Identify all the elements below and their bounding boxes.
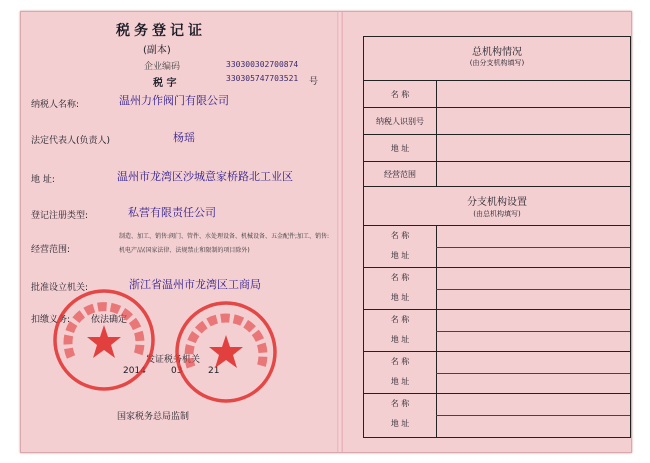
table-rule [436,80,437,186]
national-tax-bureau-seal [51,287,157,393]
reg-type-label: 登记注册类型: [31,211,89,221]
branch-4-address-label: 地 址 [390,377,410,386]
hq-row-address: 地 址 [390,144,410,153]
scope-line-2: 机电产品(国家法律、法规禁止和限制的项目除外) [119,247,250,254]
legal-rep-value: 杨瑶 [173,131,195,144]
branch-note: (由总机构填写) [473,210,521,218]
taxpayer-name-label: 纳税人名称: [31,100,80,110]
enterprise-code-label: 企业编码 [144,62,181,72]
certificate-paper [20,11,632,453]
obligation-value: 依法确定 [91,315,128,325]
table-rule [436,247,630,248]
certificate-subtitle: (副本) [143,45,171,56]
table-rule [364,393,630,394]
scope-label: 经营范围: [31,245,71,255]
hq-row-name: 名 称 [390,90,410,99]
branch-5-name-label: 名 称 [390,399,410,408]
issue-year: 2014 [123,366,146,376]
table-rule [364,107,630,108]
branch-3-name-label: 名 称 [390,315,410,324]
paper-fold [337,12,343,452]
table-rule [364,267,630,268]
tax-reg-suffix: 号 [309,77,319,87]
footer-text: 国家税务总局监制 [117,412,190,422]
enterprise-code-value: 330300302700874 [226,60,299,69]
branch-1-address-label: 地 址 [390,251,410,260]
hq-title: 总机构情况 [472,47,522,58]
scope-line-1: 制造、加工、销售:阀门、管件、水处理设备、机械设备、五金配件;加工、销售: [119,233,330,240]
taxpayer-name-value: 温州力作阀门有限公司 [119,94,229,107]
certificate-title: 税务登记证 [116,23,206,39]
table-rule [364,80,630,81]
table-rule [364,351,630,352]
branch-info-table [363,36,631,438]
address-label: 地 址: [31,175,55,185]
branch-3-address-label: 地 址 [390,335,410,344]
table-rule [364,309,630,310]
legal-rep-label: 法定代表人(负责人) [31,136,111,146]
tax-reg-number: 330305747703521 [226,74,299,83]
table-rule [364,161,630,162]
obligation-label: 扣缴义务: [31,315,71,325]
branch-2-address-label: 地 址 [390,293,410,302]
table-rule [436,331,630,332]
issue-day: 21 [208,366,220,376]
approval-label: 批准设立机关: [31,283,89,293]
branch-4-name-label: 名 称 [390,357,410,366]
address-value: 温州市龙湾区沙城意家桥路北工业区 [117,170,293,183]
table-rule [436,415,630,416]
branch-5-address-label: 地 址 [390,419,410,428]
hq-row-scope: 经营范围 [384,170,416,179]
hq-note: (由分支机构填写) [469,59,525,67]
local-tax-bureau-seal [173,299,279,405]
table-rule [436,289,630,290]
table-rule [364,225,630,226]
hq-row-tax-id: 纳税人识别号 [376,117,424,126]
approval-org-value: 浙江省温州市龙湾区工商局 [129,278,261,291]
tax-reg-label: 税 字 [153,78,177,89]
table-rule [436,373,630,374]
reg-type-value: 私营有限责任公司 [128,206,216,219]
table-rule [364,134,630,135]
table-rule [364,186,630,187]
branch-title: 分支机构设置 [467,197,527,208]
branch-2-name-label: 名 称 [390,273,410,282]
issue-month: 03 [171,366,183,376]
branch-1-name-label: 名 称 [390,231,410,240]
issuer-label: 发证税务机关 [146,355,201,365]
